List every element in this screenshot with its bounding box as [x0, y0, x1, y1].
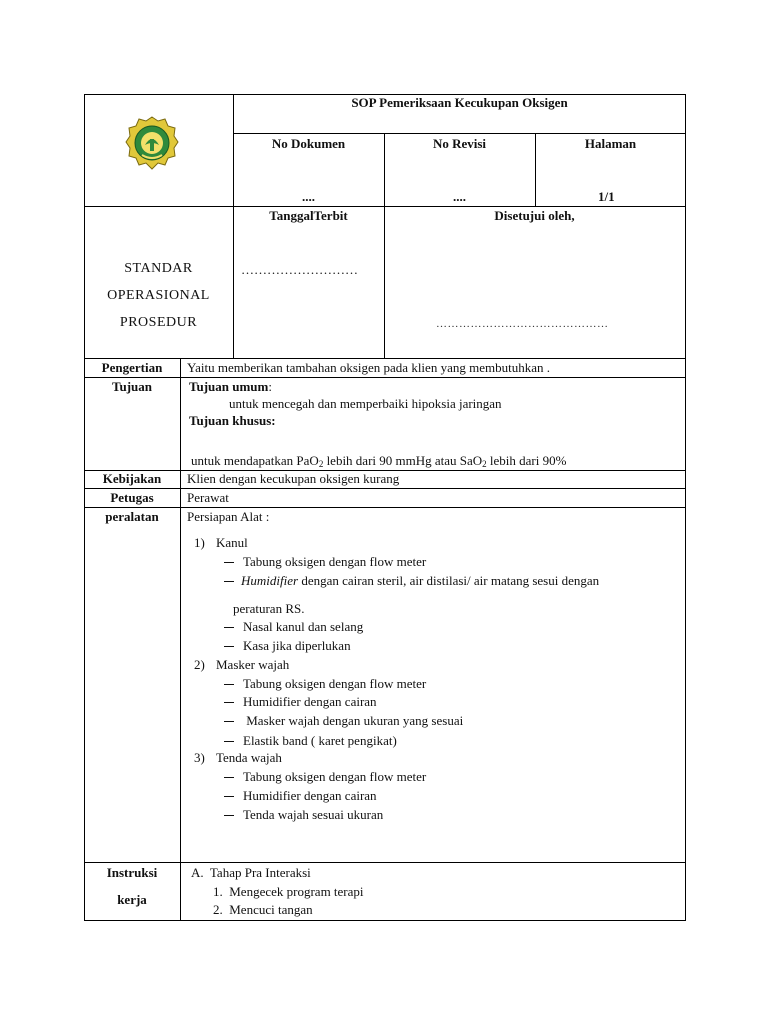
halaman-value: 1/1 — [598, 189, 615, 204]
tujuan-umum-label: Tujuan umum — [189, 379, 269, 394]
group-2-title: Masker wajah — [216, 657, 290, 672]
group-2-number: 2) — [194, 657, 205, 672]
disetujui-signature-line: ……………………………………… — [436, 318, 609, 330]
no-dokumen-label: No Dokumen — [271, 136, 346, 151]
list-item: Tenda wajah sesuai ukuran — [243, 807, 384, 822]
list-item: Humidifier dengan cairan — [243, 788, 377, 803]
list-item: Kasa jika diperlukan — [243, 638, 351, 653]
list-item: Nasal kanul dan selang — [243, 619, 364, 634]
list-item: Tabung oksigen dengan flow meter — [243, 676, 427, 691]
prosedur-label: PROSEDUR — [119, 315, 198, 330]
list-item: Tabung oksigen dengan flow meter — [243, 769, 427, 784]
list-item: Humidifier dengan cairan steril, air distilasi/ air matang sesui dengan — [241, 573, 600, 588]
group-3-number: 3) — [194, 750, 205, 765]
document-title: SOP Pemeriksaan Kecukupan Oksigen — [351, 95, 568, 110]
list-item: Masker wajah dengan ukuran yang sesuai — [243, 713, 464, 728]
halaman-label: Halaman — [584, 136, 637, 151]
pengertian-text: Yaitu memberikan tambahan oksigen pada klien yang membutuhkan . — [187, 360, 550, 375]
tujuan-umum-colon: : — [268, 379, 272, 394]
step-item: 1. Mengecek program terapi — [213, 884, 364, 899]
tujuan-umum-text: untuk mencegah dan memperbaiki hipoksia jaringan — [229, 396, 502, 411]
petugas-text: Perawat — [187, 490, 229, 505]
kerja-label: kerja — [117, 892, 147, 907]
list-item: Elastik band ( karet pengikat) — [243, 733, 397, 748]
instruksi-label: Instruksi — [106, 865, 158, 880]
group-3-title: Tenda wajah — [216, 750, 282, 765]
operasional-label: OPERASIONAL — [107, 288, 210, 303]
group-1-title: Kanul — [216, 535, 248, 550]
petugas-label: Petugas — [110, 490, 154, 505]
standar-label: STANDAR — [124, 261, 193, 276]
peralatan-label: peralatan — [105, 509, 159, 524]
tujuan-khusus-text: untuk mendapatkan PaO$_2$ lebih dari 90 mmHg atau SaO$_2$ lebih dari 90% — [191, 453, 567, 469]
kebijakan-text: Klien dengan kecukupan oksigen kurang — [187, 471, 400, 486]
disetujui-label: Disetujui oleh, — [494, 208, 575, 223]
no-revisi-value: .... — [453, 189, 466, 204]
no-dokumen-value: .... — [302, 189, 315, 204]
stage-heading: A. Tahap Pra Interaksi — [191, 865, 311, 880]
pengertian-label: Pengertian — [101, 360, 163, 375]
peralatan-intro: Persiapan Alat : — [187, 509, 270, 524]
list-item-continuation: peraturan RS. — [233, 601, 305, 616]
tujuan-umum-line — [189, 379, 272, 395]
group-1-number: 1) — [194, 535, 205, 550]
kebijakan-label: Kebijakan — [102, 471, 162, 486]
tujuan-khusus-label: Tujuan khusus: — [189, 413, 276, 428]
institution-logo — [125, 115, 179, 171]
tanggal-terbit-label: TanggalTerbit — [269, 208, 348, 223]
list-item: Tabung oksigen dengan flow meter — [243, 554, 427, 569]
list-item: Humidifier dengan cairan — [243, 694, 377, 709]
tujuan-label: Tujuan — [112, 379, 152, 394]
step-item: 2. Mencuci tangan — [213, 902, 313, 917]
tanggal-terbit-value: ……………………… — [241, 262, 358, 277]
no-revisi-label: No Revisi — [432, 136, 487, 151]
